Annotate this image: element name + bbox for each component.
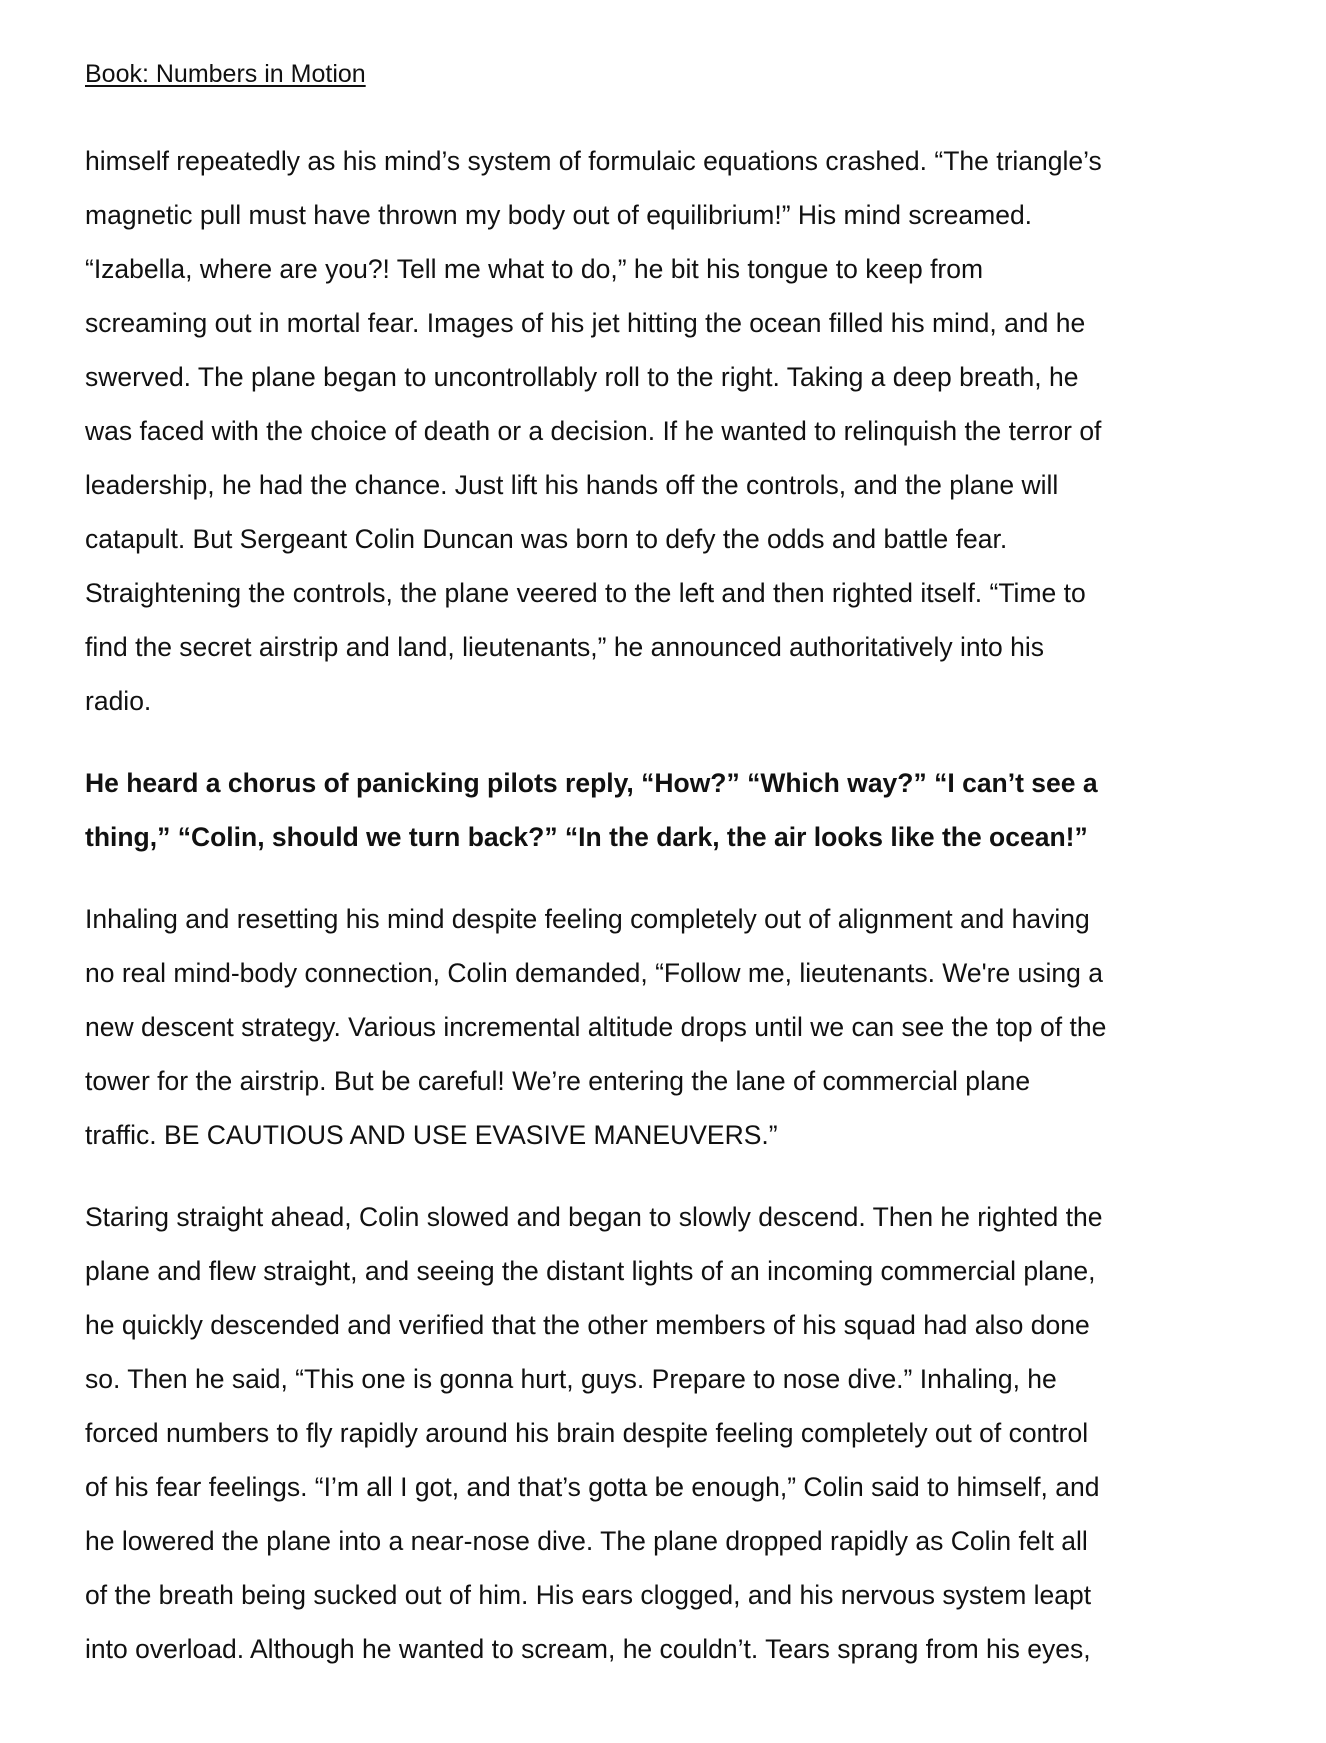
paragraph-line: traffic. BE CAUTIOUS AND USE EVASIVE MANEUVERS.” [85,1120,778,1150]
paragraph-line: find the secret airstrip and land, lieutenants,” he announced authoritatively into his [85,632,1045,662]
paragraph-line: screaming out in mortal fear. Images of his jet hitting the ocean filled his mind, and he [85,308,1086,338]
paragraph-line: Straightening the controls, the plane veered to the left and then righted itself. “Time to [85,578,1086,608]
paragraph-line: so. Then he said, “This one is gonna hurt, guys. Prepare to nose dive.” Inhaling, he [85,1364,1057,1394]
paragraph-line: himself repeatedly as his mind’s system of formulaic equations crashed. “The triangle’s [85,146,1102,176]
paragraph-1 [85,134,1215,728]
paragraph-line: magnetic pull must have thrown my body out of equilibrium!” His mind screamed. [85,200,1033,230]
paragraph-line: forced numbers to fly rapidly around his brain despite feeling completely out of control [85,1418,1089,1448]
paragraph-line: thing,” “Colin, should we turn back?” “In the dark, the air looks like the ocean!” [85,822,1088,852]
paragraph-line: into overload. Although he wanted to scream, he couldn’t. Tears sprang from his eyes, [85,1634,1091,1664]
paragraph-line: “Izabella, where are you?! Tell me what to do,” he bit his tongue to keep from [85,254,984,284]
paragraph-4 [85,1190,1215,1676]
paragraph-line: was faced with the choice of death or a decision. If he wanted to relinquish the terror of [85,416,1102,446]
paragraph-line: swerved. The plane began to uncontrollably roll to the right. Taking a deep breath, he [85,362,1079,392]
paragraph-line: new descent strategy. Various incremental altitude drops until we can see the top of the [85,1012,1107,1042]
paragraph-line: He heard a chorus of panicking pilots reply, “How?” “Which way?” “I can’t see a [85,768,1098,798]
paragraph-line: catapult. But Sergeant Colin Duncan was born to defy the odds and battle fear. [85,524,1008,554]
paragraph-line: of his fear feelings. “I’m all I got, and that’s gotta be enough,” Colin said to himself, and [85,1472,1100,1502]
book-title-header: Book: Numbers in Motion [85,60,366,88]
paragraph-3 [85,892,1215,1162]
paragraph-line: radio. [85,686,152,716]
paragraph-line: of the breath being sucked out of him. His ears clogged, and his nervous system leapt [85,1580,1092,1610]
paragraph-line: Staring straight ahead, Colin slowed and began to slowly descend. Then he righted the [85,1202,1103,1232]
paragraph-2-bold-dialogue [85,756,1215,864]
paragraph-line: plane and flew straight, and seeing the distant lights of an incoming commercial plane, [85,1256,1096,1286]
paragraph-line: he lowered the plane into a near-nose dive. The plane dropped rapidly as Colin felt all [85,1526,1088,1556]
paragraph-line: tower for the airstrip. But be careful! We’re entering the lane of commercial plane [85,1066,1031,1096]
paragraph-line: no real mind-body connection, Colin demanded, “Follow me, lieutenants. We're using a [85,958,1104,988]
paragraph-line: he quickly descended and verified that the other members of his squad had also done [85,1310,1090,1340]
paragraph-line: leadership, he had the chance. Just lift his hands off the controls, and the plane will [85,470,1059,500]
paragraph-line: Inhaling and resetting his mind despite feeling completely out of alignment and having [85,904,1090,934]
